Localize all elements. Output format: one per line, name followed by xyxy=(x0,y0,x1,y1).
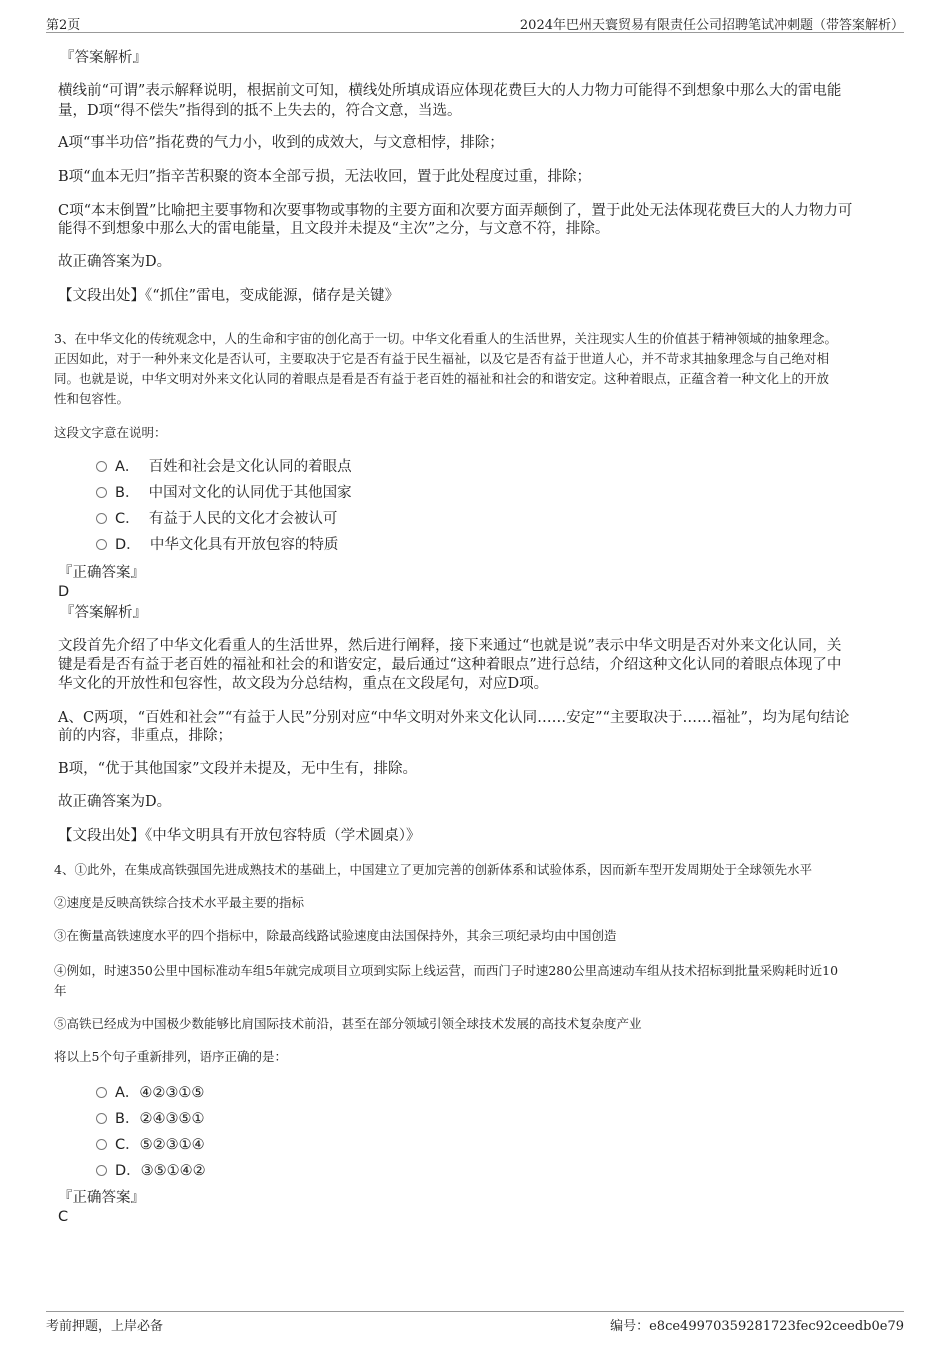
radio-icon[interactable] xyxy=(96,1087,107,1098)
conclusion: 故正确答案为D。 xyxy=(58,254,172,270)
analysis-paragraph: B项“血本无归”指辛苦积聚的资本全部亏损，无法收回，置于此处程度过重，排除； xyxy=(58,169,591,185)
sentence-1: 4、①此外，在集成高铁强国先进成熟技术的基础上，中国建立了更加完善的创新体系和试验体系，因而新车型开发周期处于全球领先水平 xyxy=(54,862,812,877)
page-number: 第2页 xyxy=(46,18,81,33)
question-prompt: 将以上5个句子重新排列，语序正确的是： xyxy=(54,1049,287,1064)
option-b[interactable] xyxy=(96,1109,204,1129)
option-text: 中国对文化的认同优于其他国家 xyxy=(148,485,352,501)
answer-value: D xyxy=(58,584,70,600)
option-letter: A． xyxy=(115,1085,140,1101)
analysis-paragraph: B项，“优于其他国家”文段并未提及，无中生有，排除。 xyxy=(58,761,417,777)
option-b[interactable] xyxy=(96,483,352,503)
source: 【文段出处】《“抓住”雷电，变成能源，储存是关键》 xyxy=(58,288,400,304)
radio-icon[interactable] xyxy=(96,1165,107,1176)
conclusion: 故正确答案为D。 xyxy=(58,794,172,810)
radio-icon[interactable] xyxy=(96,461,107,472)
option-a[interactable] xyxy=(96,1083,204,1103)
option-a[interactable] xyxy=(96,457,352,477)
question-stem: 3、在中华文化的传统观念中，人的生命和宇宙的创化高于一切。中华文化看重人的生活世界，关注现实人生的价值甚于精神领域的抽象理念。 xyxy=(54,331,837,346)
option-c[interactable] xyxy=(96,1135,205,1155)
source: 【文段出处】《中华文明具有开放包容特质（学术圆桌）》 xyxy=(58,828,421,844)
option-text: 百姓和社会是文化认同的着眼点 xyxy=(148,459,352,475)
option-letter: C． xyxy=(115,511,140,527)
option-text: 中华文化具有开放包容的特质 xyxy=(149,537,339,553)
document-title: 2024年巴州天寰贸易有限责任公司招聘笔试冲刺题（带答案解析） xyxy=(519,18,904,33)
question-stem: 性和包容性。 xyxy=(54,391,130,406)
analysis-paragraph: 量，D项“得不偿失”指得到的抵不上失去的，符合文意，当选。 xyxy=(58,103,462,119)
page-header xyxy=(46,12,904,33)
option-d[interactable] xyxy=(96,1161,206,1181)
analysis-paragraph: C项“本末倒置”比喻把主要事物和次要事物或事物的主要方面和次要方面弄颠倒了，置于此处无法体现花费巨大的人力物力可 xyxy=(58,203,853,219)
option-text: ②④③⑤① xyxy=(139,1111,205,1127)
analysis-paragraph: 能得不到想象中那么大的雷电能量，且文段并未提及“主次”之分，与文意不符，排除。 xyxy=(58,221,610,237)
answer-label: 『正确答案』 xyxy=(58,1190,145,1206)
footer-slogan: 考前押题，上岸必备 xyxy=(46,1319,164,1334)
analysis-paragraph: A项“事半功倍”指花费的气力小，收到的成效大，与文意相悖，排除； xyxy=(58,135,504,151)
option-letter: A． xyxy=(115,459,140,475)
analysis-paragraph: 横线前“可谓”表示解释说明，根据前文可知，横线处所填成语应体现花费巨大的人力物力可能得不到想象中那么大的雷电能 xyxy=(58,83,842,99)
radio-icon[interactable] xyxy=(96,487,107,498)
analysis-paragraph: 文段首先介绍了中华文化看重人的生活世界，然后进行阐释，接下来通过“也就是说”表示中华文明是否对外来文化认同，关 xyxy=(58,638,842,654)
sentence-3: ③在衡量高铁速度水平的四个指标中，除最高线路试验速度由法国保持外，其余三项纪录均由中国创造 xyxy=(54,928,617,943)
question-prompt: 这段文字意在说明： xyxy=(54,425,167,440)
question-stem: 同。也就是说，中华文明对外来文化认同的着眼点是看是否有益于老百姓的福祉和社会的和谐安定。这种着眼点，正蕴含着一种文化上的开放 xyxy=(54,371,830,386)
option-text: ③⑤①④② xyxy=(140,1163,206,1179)
analysis-paragraph: 前的内容，非重点，排除； xyxy=(58,728,232,744)
analysis-label: 『答案解析』 xyxy=(60,605,147,621)
radio-icon[interactable] xyxy=(96,1139,107,1150)
document-id: 编号：e8ce49970359281723fec92ceedb0e79 xyxy=(610,1319,904,1334)
radio-icon[interactable] xyxy=(96,513,107,524)
option-letter: B． xyxy=(115,485,140,501)
radio-icon[interactable] xyxy=(96,1113,107,1124)
option-letter: D． xyxy=(115,1163,141,1179)
sentence-5: ⑤高铁已经成为中国极少数能够比肩国际技术前沿，甚至在部分领域引领全球技术发展的高技术复杂度产业 xyxy=(54,1016,642,1031)
option-text: ⑤②③①④ xyxy=(139,1137,205,1153)
option-letter: C． xyxy=(115,1137,140,1153)
radio-icon[interactable] xyxy=(96,539,107,550)
analysis-paragraph: A、C两项，“百姓和社会”“有益于人民”分别对应“中华文明对外来文化认同……安定”“主要取决于……福祉”，均为尾句结论 xyxy=(58,710,850,726)
page-footer xyxy=(46,1311,904,1334)
question-stem: 正因如此，对于一种外来文化是否认可，主要取决于它是否有益于民生福祉，以及它是否有益于世道人心，并不苛求其抽象理念与自己绝对相 xyxy=(54,351,830,366)
analysis-label: 『答案解析』 xyxy=(60,50,147,66)
analysis-paragraph: 华文化的开放性和包容性，故文段为分总结构，重点在文段尾句，对应D项。 xyxy=(58,676,549,692)
analysis-paragraph: 键是看是否有益于老百姓的福祉和社会的和谐安定，最后通过“这种着眼点”进行总结，介绍这种文化认同的着眼点体现了中 xyxy=(58,657,842,673)
option-c[interactable] xyxy=(96,509,337,529)
option-text: ④②③①⑤ xyxy=(139,1085,205,1101)
option-letter: B． xyxy=(115,1111,140,1127)
sentence-4: 年 xyxy=(54,983,67,998)
option-text: 有益于人民的文化才会被认可 xyxy=(148,511,338,527)
option-letter: D． xyxy=(115,537,141,553)
sentence-2: ②速度是反映高铁综合技术水平最主要的指标 xyxy=(54,895,305,910)
answer-value: C xyxy=(58,1209,69,1225)
option-d[interactable] xyxy=(96,535,338,555)
sentence-4: ④例如，时速350公里中国标准动车组5年就完成项目立项到实际上线运营，而西门子时速280公里高速动车组从技术招标到批量采购耗时近10 xyxy=(54,963,839,978)
answer-label: 『正确答案』 xyxy=(58,565,145,581)
